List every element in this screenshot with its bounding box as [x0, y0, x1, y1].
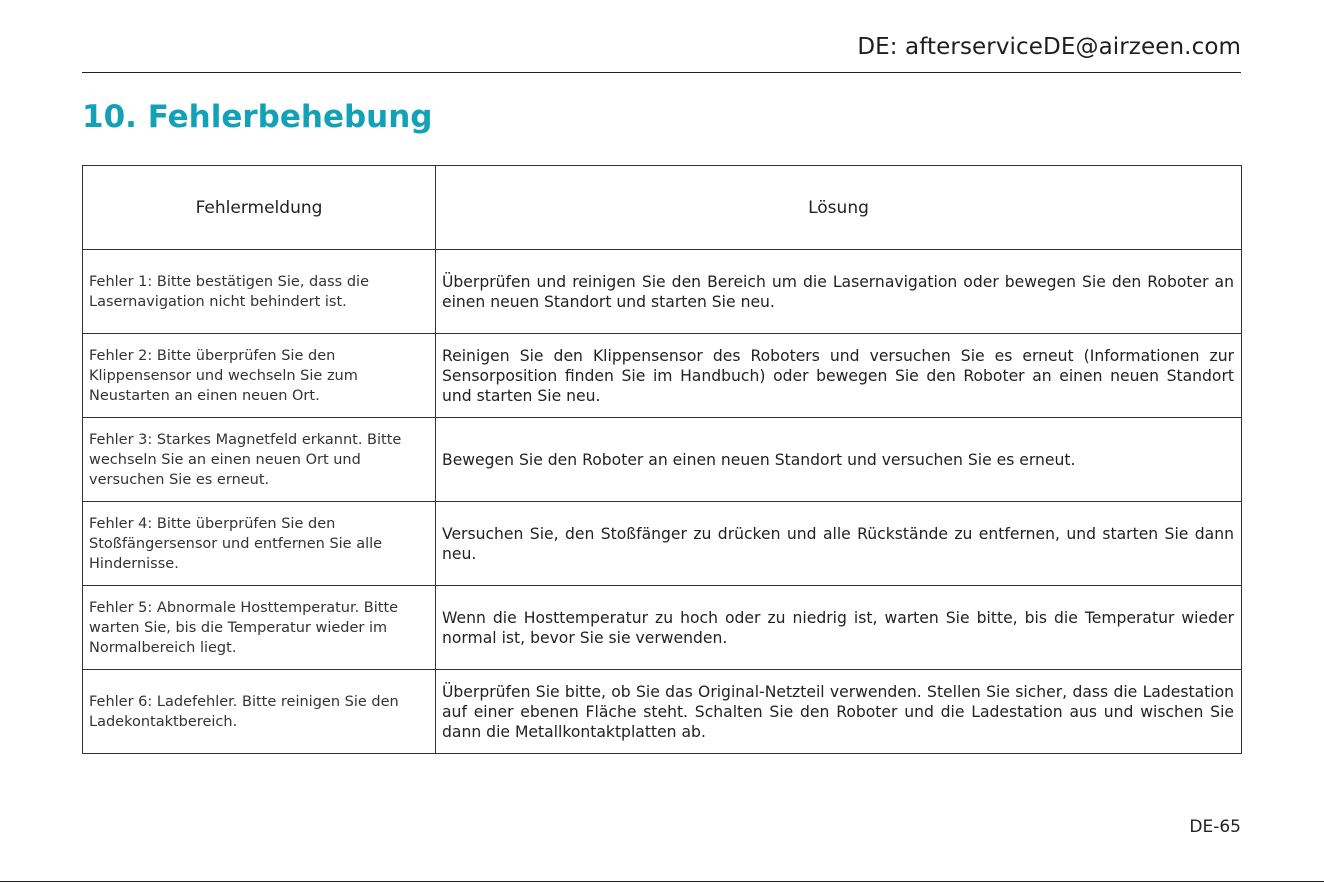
- error-message-cell: Fehler 5: Abnormale Hosttemperatur. Bitte warten Sie, bis die Temperatur wieder im Normalbereich liegt.: [83, 586, 436, 670]
- header-divider: [82, 72, 1241, 73]
- table-row: [83, 250, 1242, 334]
- column-header-error: Fehlermeldung: [83, 166, 436, 250]
- page-bottom-edge: [0, 881, 1324, 882]
- solution-cell: Bewegen Sie den Roboter an einen neuen Standort und versuchen Sie es erneut.: [436, 418, 1242, 502]
- table-header-row: [83, 166, 1242, 250]
- troubleshooting-table: [82, 165, 1242, 754]
- solution-cell: Überprüfen und reinigen Sie den Bereich um die Lasernavigation oder bewegen Sie den Roboter an einen neuen Standort und starten Sie neu.: [436, 250, 1242, 334]
- page-number: DE-65: [1189, 817, 1241, 837]
- table-row: [83, 502, 1242, 586]
- table-row: [83, 670, 1242, 754]
- solution-cell: Überprüfen Sie bitte, ob Sie das Original-Netzteil verwenden. Stellen Sie sicher, dass die Ladestation auf einer ebenen Fläche steht. Schalten Sie den Roboter und die Ladestation aus und wischen Sie dann die Metallkontaktplatten ab.: [436, 670, 1242, 754]
- section-title: 10. Fehlerbehebung: [82, 99, 433, 135]
- table-row: [83, 334, 1242, 418]
- error-message-cell: Fehler 1: Bitte bestätigen Sie, dass die Lasernavigation nicht behindert ist.: [83, 250, 436, 334]
- error-message-cell: Fehler 2: Bitte überprüfen Sie den Klippensensor und wechseln Sie zum Neustarten an einen neuen Ort.: [83, 334, 436, 418]
- solution-cell: Reinigen Sie den Klippensensor des Roboters und versuchen Sie es erneut (Informationen zur Sensorposition finden Sie im Handbuch) oder bewegen Sie den Roboter an einen neuen Standort und starten Sie neu.: [436, 334, 1242, 418]
- table-row: [83, 418, 1242, 502]
- error-message-cell: Fehler 6: Ladefehler. Bitte reinigen Sie den Ladekontaktbereich.: [83, 670, 436, 754]
- error-message-cell: Fehler 4: Bitte überprüfen Sie den Stoßfängersensor und entfernen Sie alle Hindernisse.: [83, 502, 436, 586]
- error-message-cell: Fehler 3: Starkes Magnetfeld erkannt. Bitte wechseln Sie an einen neuen Ort und versuchen Sie es erneut.: [83, 418, 436, 502]
- solution-cell: Wenn die Hosttemperatur zu hoch oder zu niedrig ist, warten Sie bitte, bis die Temperatur wieder normal ist, bevor Sie sie verwenden.: [436, 586, 1242, 670]
- solution-cell: Versuchen Sie, den Stoßfänger zu drücken und alle Rückstände zu entfernen, und starten Sie dann neu.: [436, 502, 1242, 586]
- table-row: [83, 586, 1242, 670]
- column-header-solution: Lösung: [436, 166, 1242, 250]
- contact-email: DE: afterserviceDE@airzeen.com: [857, 34, 1241, 60]
